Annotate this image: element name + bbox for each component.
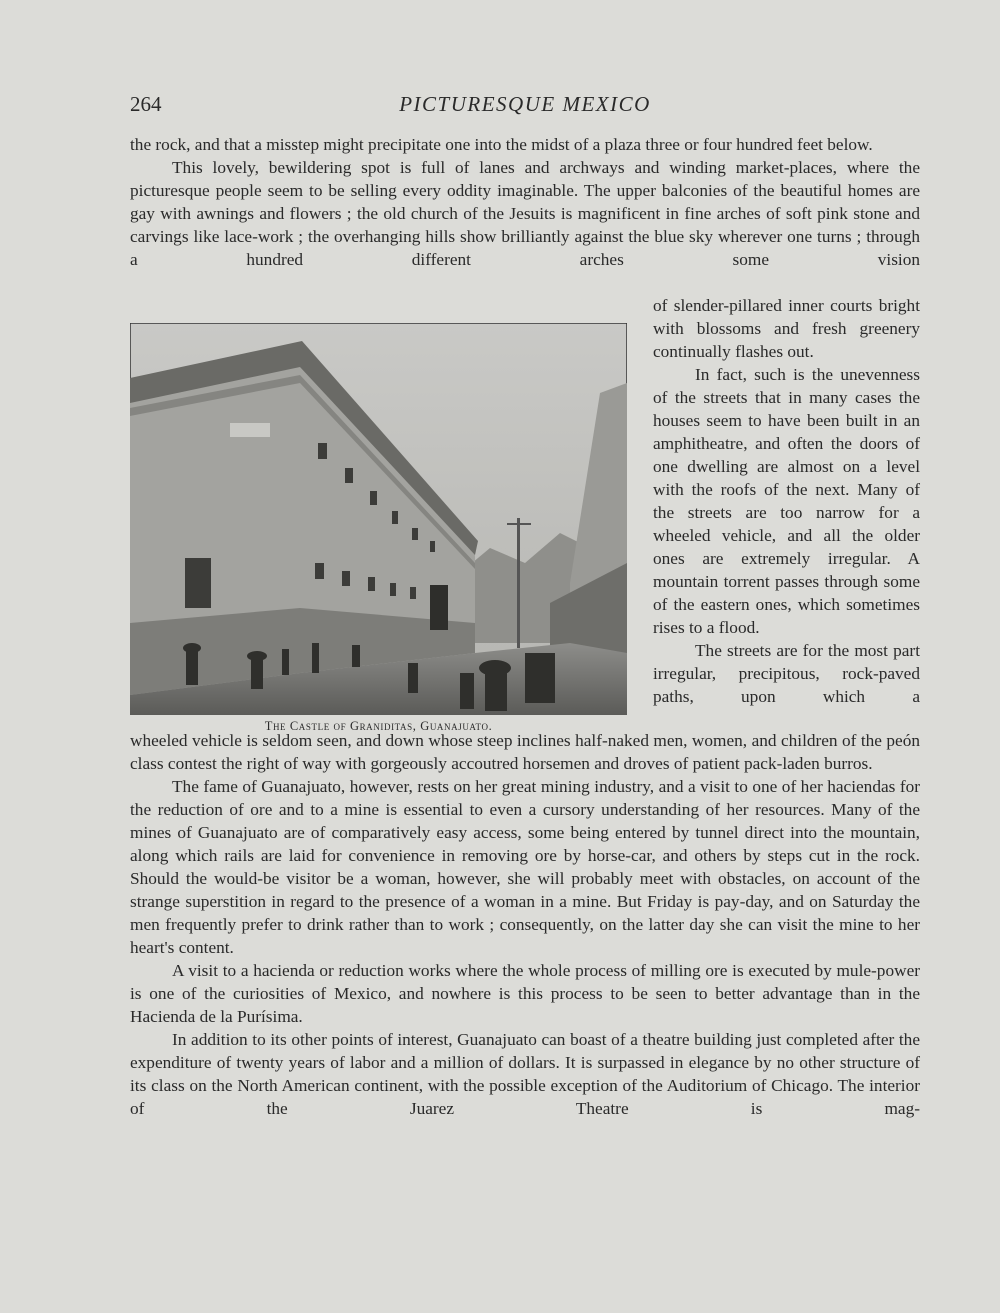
paragraph: The fame of Guanajuato, however, rests on her great mining industry, and a visit to one of her haciendas for the reduction of ore and to a mine is essential to even a cursory understanding of her resources. Many of the mines of Guanajuato are of comparatively easy access, some being entered by tunnel direct into the mountain, along which rails are laid for convenience in removing ore by horse-car, and others by steps cut in the rock. Should the would-be visitor be a woman, however, she will probably meet with obstacles, on account of the strange superstition in regard to the presence of a woman in a mine. But Friday is pay-day, and on Saturday the men frequently prefer to drink rather than to work ; consequently, on the latter day she can visit the mine to her heart's content. bbox=[130, 777, 920, 957]
paragraph: In addition to its other points of interest, Guanajuato can boast of a theatre building just completed after the expenditure of twenty years of labor and a million of dollars. It is surpassed in elegance by no other structure of its class on the North American continent, with the possible exception of the Auditorium of Chicago. The interior of the Juarez Theatre is mag- bbox=[130, 1030, 920, 1118]
side-text-block bbox=[653, 294, 920, 708]
page-number: 264 bbox=[130, 92, 162, 116]
paragraph: of slender-pillared inner courts bright with blossoms and fresh greenery continually flashes out. bbox=[653, 296, 920, 361]
bottom-text-block bbox=[130, 729, 920, 1120]
top-text-block bbox=[130, 133, 920, 271]
figure-caption: The Castle of Graniditas, Guanajuato. bbox=[264, 719, 493, 733]
paragraph: This lovely, bewildering spot is full of lanes and archways and winding market-places, where the picturesque people seem to be selling every oddity imaginable. The upper balconies of the beautiful homes are gay with awnings and flowers ; the old church of the Jesuits is magnificent in fine arches of soft pink stone and carvings like lace-work ; the overhanging hills show brilliantly against the blue sky wherever one turns ; through a hundred different arches some vision bbox=[130, 158, 920, 269]
paragraph: The streets are for the most part irregular, precipitous, rock-paved paths, upon which a bbox=[653, 641, 920, 706]
paragraph: A visit to a hacienda or reduction works where the whole process of milling ore is executed by mule-power is one of the curiosities of Mexico, and nowhere is this process to be seen to better advantage than in the Hacienda de la Purísima. bbox=[130, 961, 920, 1026]
paragraph: the rock, and that a misstep might precipitate one into the midst of a plaza three or four hundred feet below. bbox=[130, 135, 873, 154]
paragraph: In fact, such is the unevenness of the streets that in many cases the houses seem to have been built in an amphitheatre, and often the doors of one dwelling are almost on a level with the roofs of the next. Many of the streets are too narrow for a wheeled vehicle, and all the older ones are extremely irregular. A mountain torrent passes through some of the eastern ones, which sometimes rises to a flood. bbox=[653, 365, 920, 637]
castle-photograph bbox=[130, 323, 627, 715]
paragraph: wheeled vehicle is seldom seen, and down whose steep inclines half-naked men, women, and children of the peón class contest the right of way with gorgeously accoutred horsemen and droves of patient pack-laden burros. bbox=[130, 731, 920, 773]
page-header bbox=[130, 92, 920, 120]
running-title: PICTURESQUE MEXICO bbox=[399, 92, 651, 116]
